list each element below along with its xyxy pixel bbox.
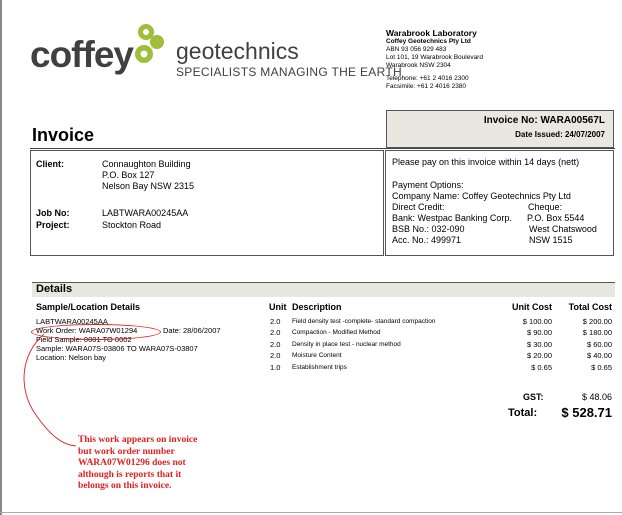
payment-company: Company Name: Coffey Geotechnics Pty Ltd <box>392 191 571 201</box>
col-unit-header: Unit <box>269 302 287 312</box>
row-total: $ 40.00 <box>586 351 612 360</box>
lab-telephone: Telephone: +61 2 4016 2300 <box>386 75 469 82</box>
annotation-note <box>78 435 248 493</box>
lab-address-line2: Warabrook NSW 2304 <box>386 62 451 69</box>
lab-name: Warabrook Laboratory <box>386 28 477 38</box>
payment-terms: Please pay on this invoice within 14 days (nett) <box>392 157 580 167</box>
logo-tagline: SPECIALISTS MANAGING THE EARTH <box>176 65 402 79</box>
total-value: $ 528.71 <box>561 405 612 420</box>
invoice-date: Date Issued: 24/07/2007 <box>515 130 605 139</box>
row-unit: 1.0 <box>270 363 281 372</box>
gst-value: $ 48.06 <box>581 392 612 402</box>
page-title: Invoice <box>32 125 95 145</box>
payment-suburb: West Chatswood <box>529 224 597 234</box>
lab-address-line1: Lot 101, 19 Warabrook Boulevard <box>386 54 483 61</box>
gst-label: GST: <box>523 392 544 402</box>
row-unit: 2.0 <box>270 328 281 337</box>
row-description: Field density test -complete- standard compaction <box>292 318 436 325</box>
details-header-bar <box>32 282 615 297</box>
row-description: Compaction - Modified Method <box>292 329 381 336</box>
logo-wordmark: coffey <box>30 34 133 75</box>
annotation-line: This work appears on invoice <box>78 435 198 445</box>
client-address1: P.O. Box 127 <box>102 170 155 180</box>
row-unit: 2.0 <box>270 351 281 360</box>
row-unit: 2.0 <box>270 340 281 349</box>
payment-state: NSW 1515 <box>529 235 573 245</box>
row-total: $ 0.65 <box>591 363 612 372</box>
sample-date: Date: 28/06/2007 <box>163 326 221 335</box>
lab-abn: ABN 93 056 929 483 <box>386 46 447 53</box>
lab-company: Coffey Geotechnics Pty Ltd <box>386 38 471 45</box>
col-total-cost-header: Total Cost <box>568 302 612 312</box>
sample-range: Sample: WARA07S-03806 TO WARA07S-03807 <box>36 344 198 353</box>
row-unit-cost: $ 100.00 <box>522 317 552 326</box>
payment-cheque: Cheque: <box>528 202 563 212</box>
payment-options-label: Payment Options: <box>392 180 464 190</box>
col-unit-cost-header: Unit Cost <box>512 302 552 312</box>
sample-field-sample: Field Sample: 0001 TO 0002 <box>36 335 132 344</box>
divider <box>30 148 615 149</box>
job-number: LABTWARA00245AA <box>102 208 189 218</box>
logo-geotechnics: geotechnics <box>176 38 299 64</box>
row-description: Density in place test - nuclear method <box>292 341 401 348</box>
project-name: Stockton Road <box>102 220 162 230</box>
annotation-line: although is reports that it <box>78 469 182 480</box>
client-name: Connaughton Building <box>102 159 191 169</box>
row-unit-cost: $ 20.00 <box>526 351 552 360</box>
invoice-number-box <box>386 110 614 148</box>
row-unit-cost: $ 0.65 <box>531 363 552 372</box>
row-description: Establishment trips <box>292 364 347 371</box>
row-unit-cost: $ 30.00 <box>526 340 552 349</box>
annotation-line: WARA07W01296 does not <box>78 458 186 468</box>
row-total: $ 60.00 <box>586 340 612 349</box>
logo-mark-icon <box>132 20 176 68</box>
row-description: Moisture Content <box>292 352 342 359</box>
payment-direct-credit: Direct Credit: <box>392 202 445 212</box>
client-box <box>30 150 384 256</box>
client-label: Client: <box>36 159 64 169</box>
project-label: Project: <box>36 220 70 230</box>
row-unit-cost: $ 90.00 <box>526 328 552 337</box>
payment-bsb: BSB No.: 032-090 <box>392 224 465 234</box>
details-title: Details <box>36 283 73 295</box>
col-sample-header: Sample/Location Details <box>36 302 141 312</box>
sample-location: Location: Nelson bay <box>36 353 107 362</box>
client-address2: Nelson Bay NSW 2315 <box>102 181 195 191</box>
row-total: $ 200.00 <box>582 317 612 326</box>
lab-facsimile: Facsimile: +61 2 4016 2380 <box>386 83 467 90</box>
col-description-header: Description <box>292 302 342 312</box>
annotation-line: belongs on this invoice. <box>78 481 172 491</box>
job-label: Job No: <box>36 208 70 218</box>
left-border <box>0 0 2 515</box>
row-unit: 2.0 <box>270 317 281 326</box>
payment-bank: Bank: Westpac Banking Corp. <box>392 213 512 223</box>
payment-po-box: P.O. Box 5544 <box>527 213 585 223</box>
work-order-highlight <box>31 324 161 340</box>
sample-work-order: Work Order: WARA07W01294 <box>36 326 138 335</box>
bottom-border <box>0 512 622 513</box>
sample-job: LABTWARA00245AA <box>36 317 108 326</box>
row-total: $ 180.00 <box>582 328 612 337</box>
lab-address <box>386 28 483 91</box>
invoice-number: Invoice No: WARA00567L <box>483 115 605 126</box>
payment-box <box>385 150 614 256</box>
payment-account: Acc. No.: 499971 <box>392 235 462 245</box>
total-label: Total: <box>508 407 538 419</box>
annotation-line: but work order number <box>78 446 175 457</box>
